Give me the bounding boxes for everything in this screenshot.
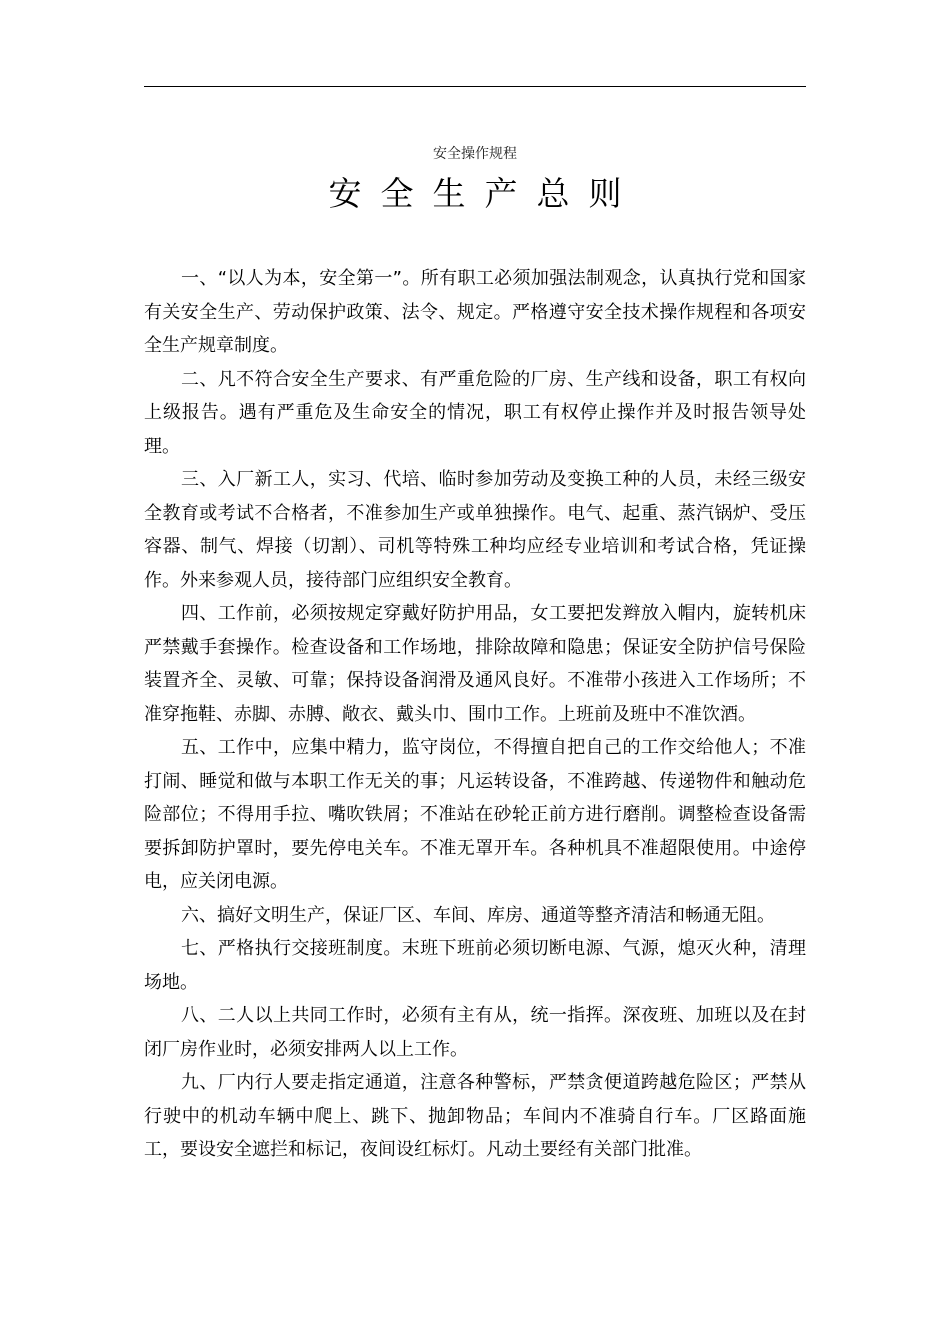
paragraph-5: 五、工作中，应集中精力，监守岗位，不得擅自把自己的工作交给他人；不准打闹、睡觉和做与本职工作无关的事；凡运转设备，不准跨越、传递物件和触动危险部位；不得用手拉、嘴吹铁屑；不准站在砂轮正前方进行磨削。调整检查设备需要拆卸防护罩时，要先停电关车。不准无罩开车。各种机具不准超限使用。中途停电，应关闭电源。 [144, 737, 806, 892]
document-body [144, 262, 806, 1167]
paragraph-2: 二、凡不符合安全生产要求、有严重危险的厂房、生产线和设备，职工有权向上级报告。遇有严重危及生命安全的情况，职工有权停止操作并及时报告领导处理。 [144, 368, 806, 457]
document-title: 安全生产总则 [328, 174, 641, 213]
header-caption: 安全操作规程 [433, 146, 517, 162]
paragraph-6: 六、搞好文明生产，保证厂区、车间、库房、通道等整齐清洁和畅通无阻。 [181, 904, 775, 926]
paragraph-3: 三、入厂新工人，实习、代培、临时参加劳动及变换工种的人员，未经三级安全教育或考试不合格者，不准参加生产或单独操作。电气、起重、蒸汽锅炉、受压容器、制气、焊接（切割）、司机等特殊工种均应经专业培训和考试合格，凭证操作。外来参观人员，接待部门应组织安全教育。 [144, 469, 806, 591]
header-rule [144, 86, 806, 87]
paragraph-7: 七、严格执行交接班制度。末班下班前必须切断电源、气源，熄灭火种，清理场地。 [144, 938, 806, 993]
paragraph-9: 九、厂内行人要走指定通道，注意各种警标，严禁贪便道跨越危险区；严禁从行驶中的机动车辆中爬上、跳下、抛卸物品；车间内不准骑自行车。厂区路面施工，要设安全遮拦和标记，夜间设红标灯。凡动土要经有关部门批准。 [144, 1072, 806, 1160]
paragraph-8: 八、二人以上共同工作时，必须有主有从，统一指挥。深夜班、加班以及在封闭厂房作业时，必须安排两人以上工作。 [144, 1005, 806, 1060]
paragraph-1: 一、“以人为本，安全第一”。所有职工必须加强法制观念，认真执行党和国家有关安全生产、劳动保护政策、法令、规定。严格遵守安全技术操作规程和各项安全生产规章制度。 [144, 268, 806, 356]
paragraph-4: 四、工作前，必须按规定穿戴好防护用品，女工要把发辫放入帽内，旋转机床严禁戴手套操作。检查设备和工作场地，排除故障和隐患；保证安全防护信号保险装置齐全、灵敏、可靠；保持设备润滑及通风良好。不准带小孩进入工作场所；不准穿拖鞋、赤脚、赤膊、敞衣、戴头巾、围巾工作。上班前及班中不准饮酒。 [144, 603, 806, 725]
